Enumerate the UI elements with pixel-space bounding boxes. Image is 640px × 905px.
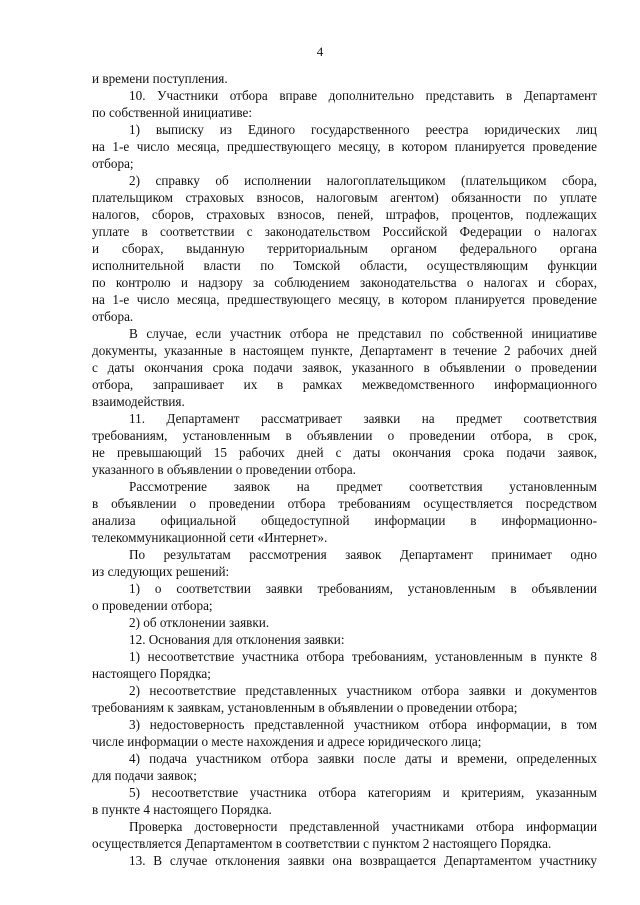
text-line: телекоммуникационной сети «Интернет». [92,530,328,545]
text-line: и времени поступления. [92,71,228,86]
text-line: по собственной инициативе: [92,105,253,120]
text-line: и сборах, выданную территориальным органом федерального органа [92,241,597,256]
text-line: В случае, если участник отбора не представил по собственной инициативе [129,326,597,341]
text-line: налогов, сборов, страховых взносов, пеней, штрафов, процентов, подлежащих [92,207,597,222]
text-line: 1) о соответствии заявки требованиям, установленным в объявлении [129,581,597,596]
text-line: настоящего Порядка; [92,666,211,681]
text-line: с даты окончания срока подачи заявок, указанного в объявлении о проведении [92,360,597,375]
text-line: уплате в соответствии с законодательством Российской Федерации о налогах [92,224,597,239]
text-line: 12. Основания для отклонения заявки: [129,632,345,647]
text-line: плательщиком страховых взносов, налоговым агентом) обязанности по уплате [92,190,597,205]
text-line: 5) несоответствие участника отбора категориям и критериям, указанным [129,785,597,800]
text-line: в объявлении о проведении отбора требованиям осуществляется посредством [92,496,597,511]
text-line: отбора; [92,156,134,171]
text-line: для подачи заявок; [92,768,197,783]
text-line: требованиям, установленным в объявлении о проведении отбора, в срок, [92,428,597,443]
text-line: на 1-е число месяца, предшествующего месяцу, в котором планируется проведение [92,139,597,154]
text-line: документы, указанные в настоящем пункте, Департамент в течение 2 рабочих дней [92,343,597,358]
text-line: на 1-е число месяца, предшествующего месяцу, в котором планируется проведение [92,292,597,307]
text-line: По результатам рассмотрения заявок Департамент принимает одно [129,547,597,562]
page-number: 4 [316,44,324,59]
text-line: 2) об отклонении заявки. [129,615,270,630]
text-line: 4) подача участником отбора заявки после даты и времени, определенных [129,751,597,766]
text-line: 10. Участники отбора вправе дополнительно представить в Департамент [129,88,597,103]
text-line: указанного в объявлении о проведении отбора. [92,462,356,477]
text-line: в пункте 4 настоящего Порядка. [92,802,272,817]
text-line: 3) недостоверность представленной участником отбора информации, в том [129,717,597,732]
text-line: из следующих решений: [92,564,230,579]
text-line: 2) несоответствие представленных участником отбора заявки и документов [129,683,597,698]
text-line: 13. В случае отклонения заявки она возвращается Департаментом участнику [129,853,597,868]
text-line: 2) справку об исполнении налогоплательщиком (плательщиком сбора, [129,173,597,188]
text-line: по контролю и надзору за соблюдением законодательства о налогах и сборах, [92,275,597,290]
text-line: числе информации о месте нахождения и адресе юридического лица; [92,734,482,749]
text-line: осуществляется Департаментом в соответствии с пунктом 2 настоящего Порядка. [92,836,552,851]
text-line: исполнительной власти по Томской области, осуществляющим функции [92,258,597,273]
text-line: Рассмотрение заявок на предмет соответствия установленным [129,479,597,494]
text-line: требованиям к заявкам, установленным в объявлении о проведении отбора; [92,700,518,715]
body-text [92,70,597,869]
text-line: 1) выписку из Единого государственного реестра юридических лиц [129,122,597,137]
text-line: отбора, запрашивает их в рамках межведомственного информационного [92,377,597,392]
text-line: взаимодействия. [92,394,185,409]
text-line: не превышающий 15 рабочих дней с даты окончания срока подачи заявок, [92,445,597,460]
text-line: Проверка достоверности представленной участниками отбора информации [129,819,597,834]
text-line: отбора. [92,309,134,324]
text-line: анализа официальной общедоступной информации в информационно- [92,513,597,528]
text-line: 11. Департамент рассматривает заявки на предмет соответствия [129,411,597,426]
text-line: 1) несоответствие участника отбора требованиям, установленным в пункте 8 [129,649,597,664]
text-line: о проведении отбора; [92,598,213,613]
